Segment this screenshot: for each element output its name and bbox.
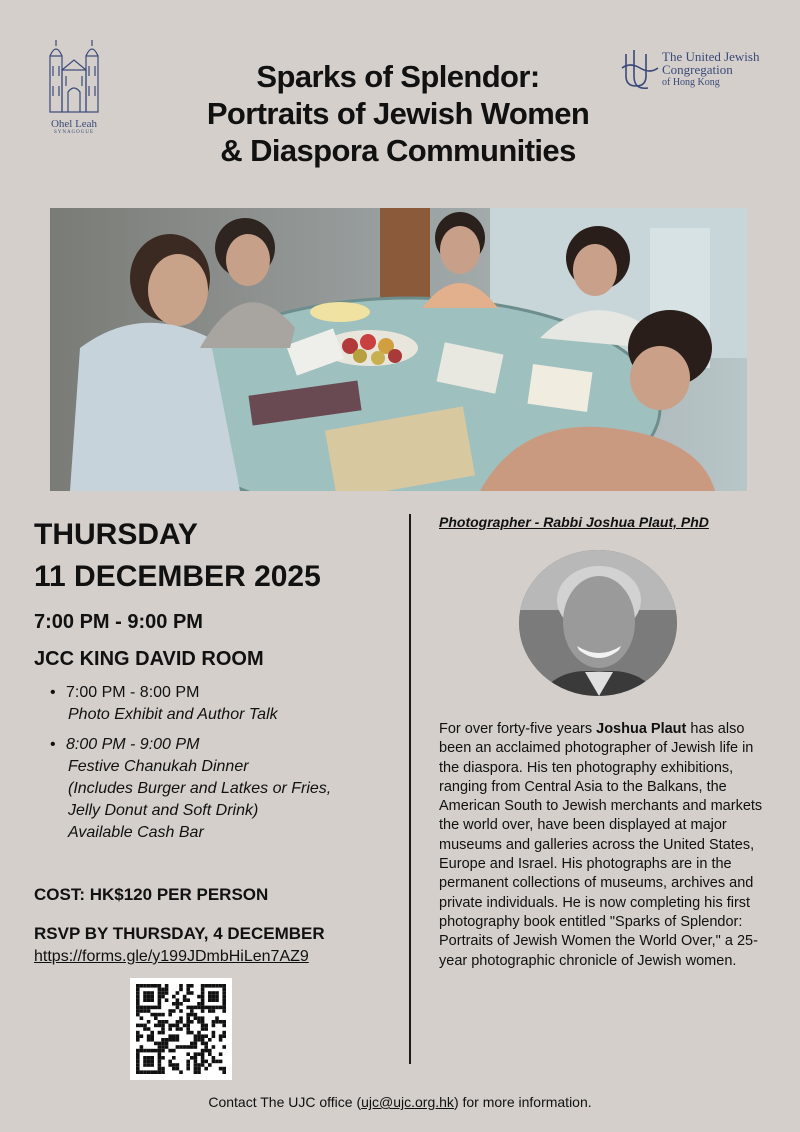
bio-text: has also been an acclaimed photographer of Jewish life in the diaspora. His ten photography exhibitions, ranging from Central Asia to the Balkans, the American South to Jewish merchants and markets the world over, have been displayed at major museums and galleries across the United States, Europe and Israel. His photographs are in the permanent collections of museums, archives and private individuals. He is now completing his first photography book entitled "Sparks of Splendor: Portraits of Jewish Women the World Over," a 25-year photographic chronicle of Jewish women. (439, 721, 763, 969)
column-divider (409, 514, 411, 1064)
event-cost: COST: HK$120 PER PERSON (34, 885, 269, 904)
event-schedule (34, 682, 426, 852)
synagogue-icon (44, 36, 104, 116)
photographer-portrait (519, 550, 677, 696)
schedule-item (66, 734, 426, 844)
bio-name: Joshua Plaut (596, 721, 687, 737)
contact-email-link[interactable]: ujc@ujc.org.hk (361, 1094, 454, 1110)
photographer-heading: Photographer - Rabbi Joshua Plaut, PhD (439, 514, 709, 530)
schedule-detail: Available Cash Bar (68, 824, 204, 841)
page-title (120, 58, 676, 169)
contact-prefix: Contact The UJC office ( (208, 1094, 362, 1110)
photographer-bio (439, 720, 775, 971)
contact-suffix: ) for more information. (453, 1094, 592, 1110)
ujc-logo-line3: of Hong Kong (662, 77, 720, 88)
rsvp-qr-code[interactable] (130, 978, 232, 1080)
ohel-leah-logo (36, 36, 112, 142)
schedule-detail: Jelly Donut and Soft Drink) (68, 802, 259, 819)
title-line-1: Sparks of Splendor: (256, 59, 540, 94)
event-date: 11 DECEMBER 2025 (34, 560, 321, 593)
ujc-logo-line1: The United Jewish (662, 49, 760, 64)
ohel-leah-logo-sub: SYNAGOGUE (53, 130, 95, 135)
rsvp-link[interactable]: https://forms.gle/y199JDmbHiLen7AZ9 (34, 948, 309, 965)
event-time: 7:00 PM - 9:00 PM (34, 611, 203, 633)
schedule-detail: Festive Chanukah Dinner (68, 758, 249, 775)
title-line-2: Portraits of Jewish Women (206, 96, 590, 131)
schedule-time: • 8:00 PM - 9:00 PM (66, 736, 200, 753)
schedule-time: • 7:00 PM - 8:00 PM (66, 684, 200, 701)
title-line-3: & Diaspora Communities (220, 133, 576, 168)
ohel-leah-logo-name: Ohel Leah (50, 118, 98, 130)
event-venue: JCC KING DAVID ROOM (34, 648, 264, 670)
bio-prefix: For over forty-five years (439, 721, 597, 737)
ujc-logo-line2: Congregation (662, 62, 733, 77)
rsvp-deadline: RSVP BY THURSDAY, 4 DECEMBER (34, 924, 325, 943)
event-day: THURSDAY (34, 518, 198, 551)
hero-photo (50, 208, 747, 491)
schedule-detail: Photo Exhibit and Author Talk (68, 706, 278, 723)
contact-line (0, 1094, 800, 1110)
schedule-item (66, 682, 426, 726)
schedule-detail: (Includes Burger and Latkes or Fries, (68, 780, 332, 797)
